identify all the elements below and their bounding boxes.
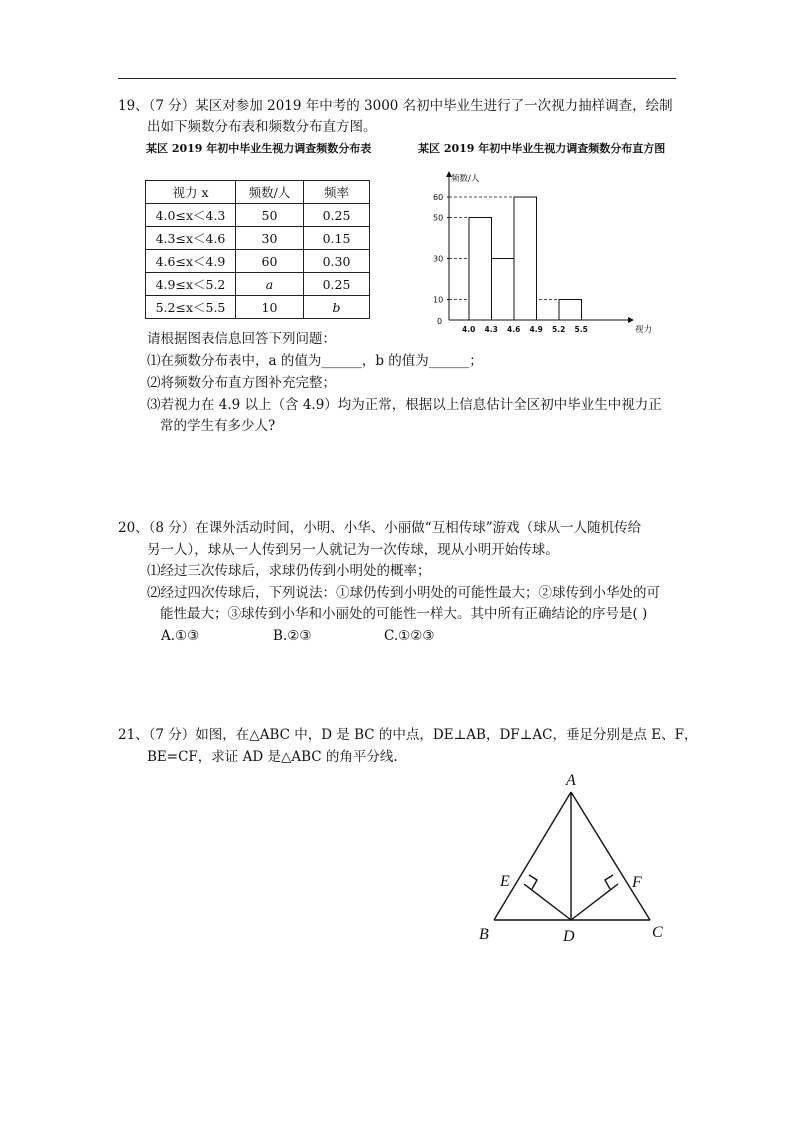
- segment-de: [524, 884, 571, 920]
- table-cell: 5.2≤x＜5.5: [146, 296, 236, 319]
- table-cell: 0.25: [304, 204, 370, 227]
- table-cell: b: [304, 296, 370, 319]
- histogram-bar: [514, 197, 537, 320]
- q19-sub3-line2: 常的学生有多少人?: [160, 418, 276, 434]
- histogram-bar: [492, 259, 515, 321]
- table-row: [146, 296, 370, 319]
- header-rule: [118, 78, 676, 79]
- x-tick-label: 5.2: [552, 325, 566, 334]
- q19-sub3-line1: ⑶若视力在 4.9 以上（含 4.9）均为正常，根据以上信息估计全区初中毕业生中视力正: [147, 397, 662, 413]
- x-tick-label: 4.6: [507, 325, 521, 334]
- q19-sub2: ⑵将频数分布直方图补充完整；: [147, 375, 336, 391]
- q19-line2: 出如下频数分布表和频数分布直方图。: [147, 119, 377, 135]
- y-axis-label: 频数/人: [451, 174, 480, 184]
- q20-line2: 另一人），球从一人传到另一人就记为一次传球，现从小明开始传球。: [147, 542, 559, 558]
- y-tick-label: 30: [433, 254, 444, 264]
- triangle-diagram: [470, 765, 700, 950]
- segment-df: [571, 884, 618, 920]
- table-cell: 4.3≤x＜4.6: [146, 227, 236, 250]
- x-axis-label: 视力: [635, 325, 653, 335]
- q19-sub1: ⑴在频数分布表中，a 的值为______，b 的值为______；: [147, 353, 483, 369]
- x-axis-arrow: [628, 317, 634, 323]
- q21-line1: 21、（7 分）如图，在△ABC 中，D 是 BC 的中点，DE⊥AB，DF⊥AC，垂足分别是点 E、F，: [118, 727, 698, 743]
- table-cell: 0.25: [304, 273, 370, 296]
- y-tick-label: 10: [433, 295, 444, 305]
- q20-line1: 20、（8 分）在课外活动时间，小明、小华、小丽做“互相传球”游戏（球从一人随机传给: [118, 520, 642, 536]
- table-cell: 30: [236, 227, 304, 250]
- table-header: 频数/人: [236, 181, 304, 204]
- x-tick-label: 4.9: [529, 325, 543, 334]
- q20-option-a: A.①③: [161, 628, 200, 644]
- q20-sub2-line1: ⑵经过四次传球后，下列说法：①球仍传到小明处的可能性最大；②球传到小华处的可: [147, 585, 660, 601]
- point-label-c: C: [652, 924, 663, 941]
- table-row: [146, 204, 370, 227]
- frequency-histogram: [420, 165, 670, 335]
- q19-prompt: 请根据图表信息回答下列问题：: [147, 331, 336, 347]
- table-cell: 4.6≤x＜4.9: [146, 250, 236, 273]
- q20-sub1: ⑴经过三次传球后，求球仍传到小明处的概率；: [147, 563, 431, 579]
- table-header: 频率: [304, 181, 370, 204]
- q21-line2: BE=CF，求证 AD 是△ABC 的角平分线.: [147, 749, 398, 765]
- y-tick-label: 0: [437, 317, 443, 326]
- x-tick-label: 4.0: [462, 325, 476, 334]
- table-cell: 0.15: [304, 227, 370, 250]
- histogram-bar: [469, 218, 492, 321]
- table-cell: 60: [236, 250, 304, 273]
- histogram-bars: [469, 197, 582, 320]
- q19-table-title: 某区 2019 年初中毕业生视力调查频数分布表: [146, 142, 372, 155]
- q20-sub2-line2: 能性最大；③球传到小华和小丽处的可能性一样大。其中所有正确结论的序号是( ): [160, 606, 648, 622]
- q20-option-c: C.①②③: [384, 628, 435, 644]
- table-row: [146, 227, 370, 250]
- table-cell: 4.0≤x＜4.3: [146, 204, 236, 227]
- y-tick-label: 60: [433, 193, 444, 202]
- q19-line1: 19、（7 分）某区对参加 2019 年中考的 3000 名初中毕业生进行了一次视力抽样调查，绘制: [118, 98, 673, 114]
- segment-ab: [494, 792, 571, 920]
- frequency-table: [145, 180, 370, 319]
- table-header-row: [146, 181, 370, 204]
- point-label-e: E: [500, 873, 510, 890]
- q19-chart-title: 某区 2019 年初中毕业生视力调查频数分布直方图: [418, 142, 666, 155]
- table-cell: 10: [236, 296, 304, 319]
- point-label-a: A: [566, 772, 576, 789]
- table-cell: 50: [236, 204, 304, 227]
- right-angle-mark-f: [605, 875, 613, 889]
- point-label-f: F: [632, 874, 642, 891]
- table-cell: a: [236, 273, 304, 296]
- table-row: [146, 250, 370, 273]
- table-cell: 0.30: [304, 250, 370, 273]
- q20-option-b: B.②③: [273, 628, 312, 644]
- x-tick-label: 4.3: [484, 325, 498, 334]
- histogram-bar: [559, 300, 582, 321]
- y-tick-label: 50: [433, 213, 444, 223]
- table-row: [146, 273, 370, 296]
- point-label-b: B: [479, 926, 489, 943]
- x-tick-label: 5.5: [574, 325, 588, 334]
- segment-ac: [571, 792, 650, 920]
- table-header: 视力 x: [146, 181, 236, 204]
- table-cell: 4.9≤x＜5.2: [146, 273, 236, 296]
- point-label-d: D: [563, 928, 575, 945]
- right-angle-mark-e: [529, 875, 537, 889]
